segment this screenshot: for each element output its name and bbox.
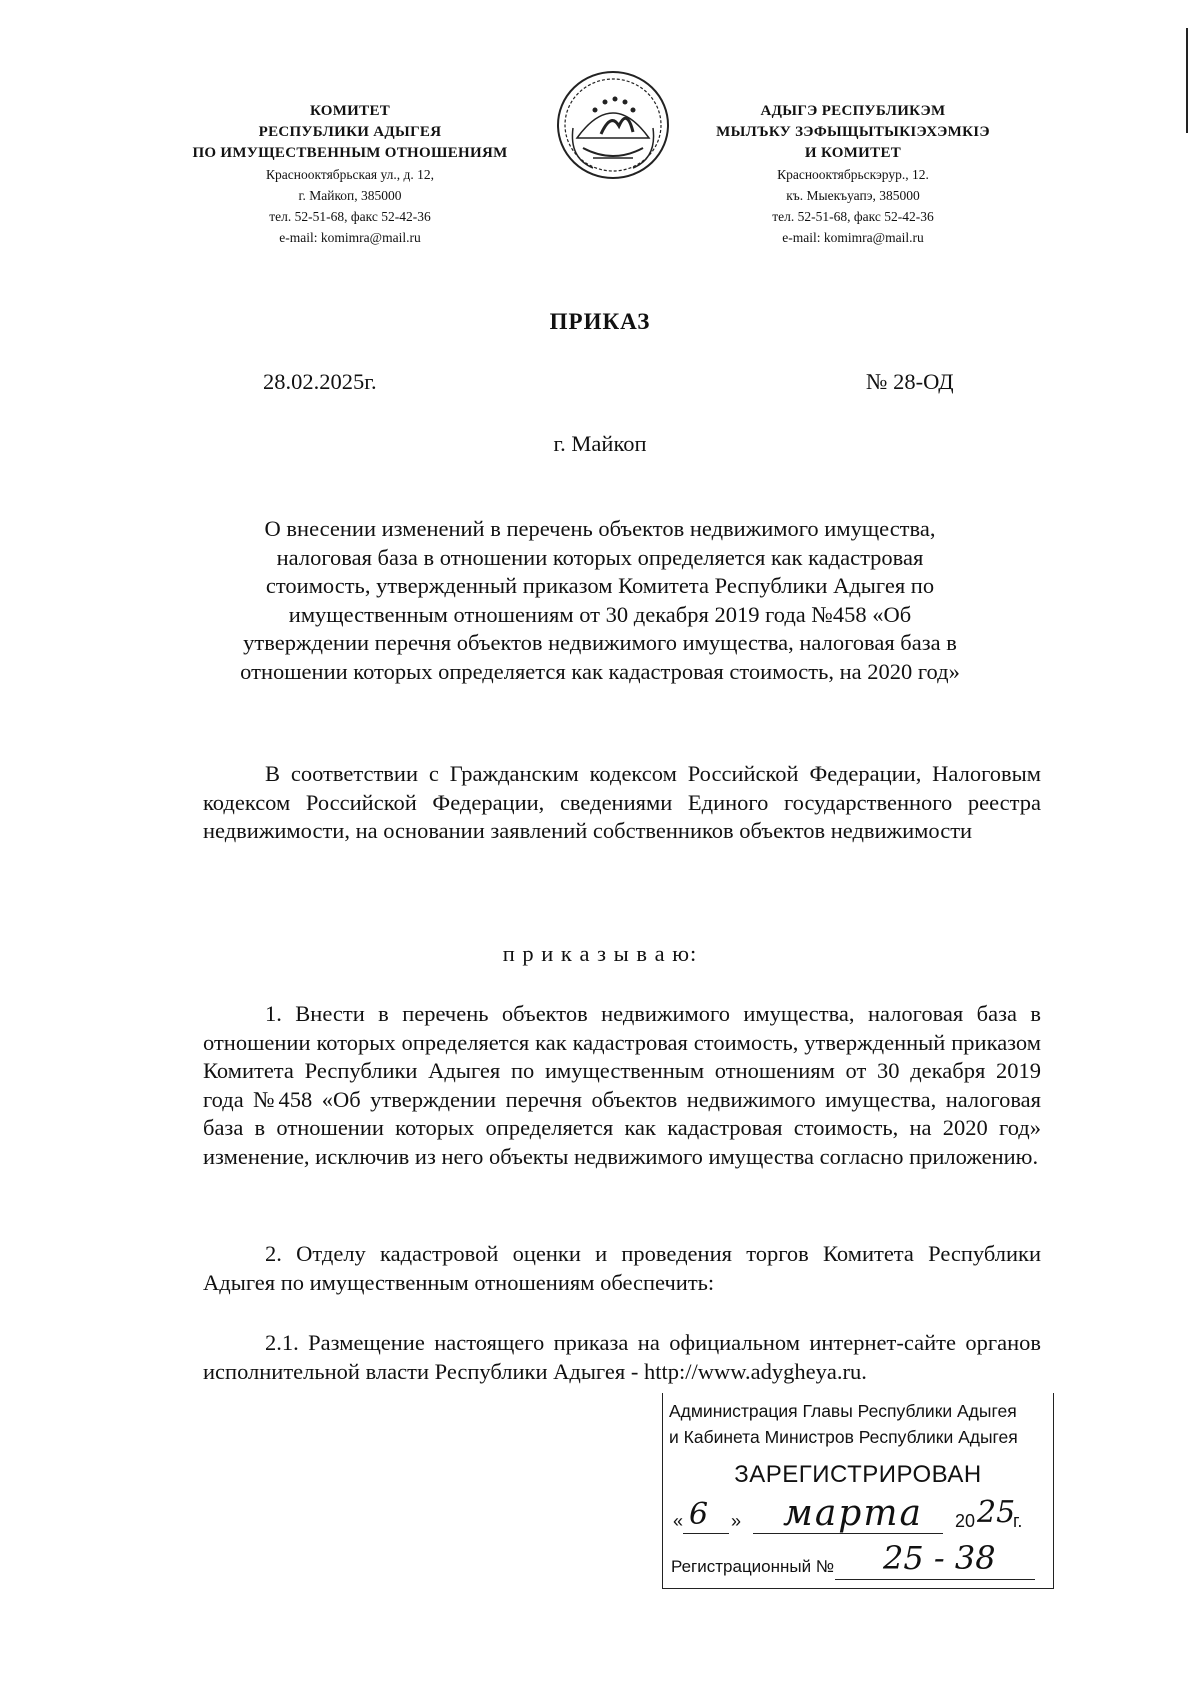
org-email: e-mail: komimra@mail.ru: [279, 230, 421, 245]
stamp-reg-number: 25 - 38: [883, 1539, 996, 1577]
stamp-day: 6: [689, 1497, 709, 1532]
org-ady-address-line2: къ. Мыекъуапэ, 385000: [786, 188, 920, 203]
registration-stamp: [662, 1393, 1054, 1589]
org-name-line3: ПО ИМУЩЕСТВЕННЫМ ОТНОШЕНИЯМ: [192, 145, 508, 161]
subject-line: отношении которых определяется как кадастровая стоимость, на 2020 год»: [240, 658, 960, 684]
document-city: г. Майкоп: [553, 431, 647, 456]
stamp-close-quote: »: [731, 1511, 742, 1531]
org-name-line1: КОМИТЕТ: [309, 103, 391, 119]
org-name-ady-line3: И КОМИТЕТ: [804, 145, 902, 161]
document-number: № 28-ОД: [866, 369, 954, 394]
stamp-reg-underline: [835, 1579, 1035, 1580]
order-item-2: 2. Отделу кадастровой оценки и проведения торгов Комитета Республики Адыгея по имущественным отношениям обеспечить:: [203, 1241, 1041, 1295]
subject-line: утверждении перечня объектов недвижимого имущества, налоговая база в: [243, 630, 957, 655]
org-ady-email: e-mail: komimra@mail.ru: [782, 230, 924, 245]
subject-line: имущественным отношениям от 30 декабря 2019 года №458 «Об: [288, 601, 912, 627]
org-address-line2: г. Майкоп, 385000: [298, 188, 402, 203]
subject-line: О внесении изменений в перечень объектов недвижимого имущества,: [264, 516, 936, 541]
stamp-reg-label: Регистрационный №: [671, 1557, 835, 1576]
document-title: ПРИКАЗ: [549, 309, 651, 334]
document-date: 28.02.2025г.: [263, 369, 377, 394]
org-ady-address-line1: Краснооктябрьскэрур., 12.: [777, 167, 929, 182]
order-item-2-1: 2.1. Размещение настоящего приказа на официальном интернет-сайте органов исполнительной власти Республики Адыгея - http://www.adygheya.ru.: [203, 1330, 1041, 1384]
org-ady-phone: тел. 52-51-68, факс 52-42-36: [772, 209, 934, 224]
subject-line: налоговая база в отношении которых определяется как кадастровая: [276, 544, 924, 570]
stamp-month-underline: [753, 1533, 943, 1534]
scan-edge-line: [1186, 28, 1188, 133]
subject-line: стоимость, утвержденный приказом Комитета Республики Адыгея по: [265, 573, 935, 598]
stamp-year-letter: г.: [1013, 1511, 1023, 1531]
stamp-year-suffix: 25: [977, 1495, 1016, 1530]
header-left: [180, 101, 520, 248]
stamp-status: ЗАРЕГИСТРИРОВАН: [734, 1461, 982, 1488]
stamp-year-prefix: 20: [955, 1511, 976, 1531]
preamble-paragraph: В соответствии с Гражданским кодексом Российской Федерации, Налоговым кодексом Российской Федерации, сведениями Единого государственного реестра недвижимости, на основании заявлений собственников объектов недвижимости: [203, 761, 1041, 843]
org-name-ady-line2: МЫЛЪКУ ЗЭФЫЩЫТЫКIЭХЭМКIЭ: [716, 124, 990, 140]
org-address-line1: Краснооктябрьская ул., д. 12,: [266, 167, 434, 182]
org-name-line2: РЕСПУБЛИКИ АДЫГЕЯ: [258, 124, 442, 140]
stamp-day-underline: [683, 1533, 729, 1534]
stamp-authority-line2: и Кабинета Министров Республики Адыгея: [669, 1427, 1018, 1447]
stamp-authority-line1: Администрация Главы Республики Адыгея: [669, 1401, 1017, 1421]
stamp-month: марта: [783, 1493, 923, 1534]
stamp-open-quote: «: [673, 1511, 684, 1531]
order-item-1: 1. Внести в перечень объектов недвижимого имущества, налоговая база в отношении которых определяется как кадастровая стоимость, утвержденный приказом Комитета Республики Адыгея по имущественным отношениям от 30 декабря 2019 года №458 «Об утверждении перечня объектов недвижимого имущества, налоговая база в отношении которых определяется как кадастровая стоимость, на 2020 год» изменение, исключив из него объекты недвижимого имущества согласно приложению.: [203, 1001, 1041, 1169]
document-subject: [170, 515, 1030, 686]
order-word: п р и к а з ы в а ю:: [502, 941, 698, 966]
org-phone: тел. 52-51-68, факс 52-42-36: [269, 209, 431, 224]
org-name-ady-line1: АДЫГЭ РЕСПУБЛИКЭМ: [760, 103, 946, 119]
coat-of-arms-icon: [553, 68, 673, 182]
header-right: [683, 101, 1023, 248]
